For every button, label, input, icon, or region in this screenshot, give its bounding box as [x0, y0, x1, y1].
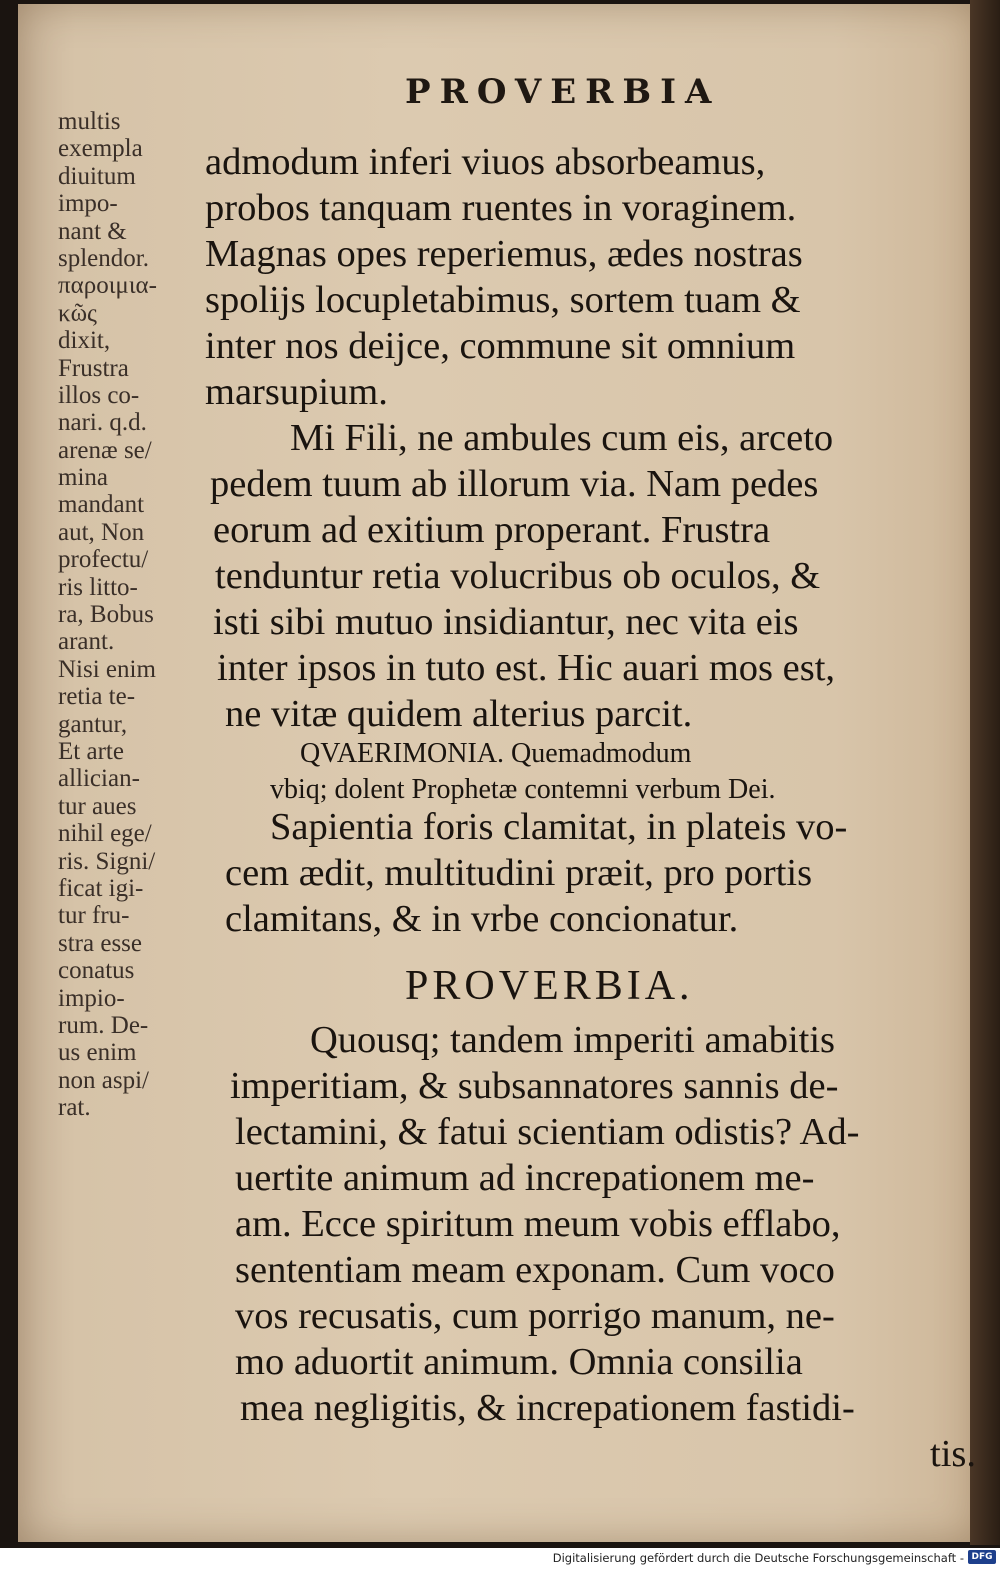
margin-note-line: profectu/	[58, 546, 149, 574]
text-line: pedem tuum ab illorum via. Nam pedes	[210, 463, 819, 505]
margin-note-line: impio-	[58, 984, 125, 1012]
text-line: mo aduortit animum. Omnia consilia	[235, 1341, 803, 1383]
margin-notes	[58, 108, 218, 1121]
margin-note-line: tur fru-	[58, 902, 130, 930]
margin-note-line: exempla	[58, 135, 143, 163]
text-line: am. Ecce spiritum meum vobis efflabo,	[235, 1203, 841, 1245]
text-line: inter nos deijce, commune sit omnium	[205, 325, 796, 367]
margin-note-line: tur aues	[58, 792, 137, 820]
text-line: clamitans, & in vrbe concionatur.	[225, 898, 739, 940]
margin-note-line: aut, Non	[58, 518, 145, 546]
text-line: probos tanquam ruentes in voraginem.	[205, 187, 797, 229]
margin-note-line: rum. De-	[58, 1011, 149, 1039]
text-line: QVAERIMONIA. Quemadmodum	[300, 738, 692, 769]
text-line: tis.	[930, 1433, 977, 1475]
text-line: spolijs locupletabimus, sortem tuam &	[205, 279, 801, 321]
text-line: eorum ad exitium properant. Frustra	[213, 509, 771, 551]
margin-note-line: ficat igi-	[58, 874, 144, 902]
text-line: lectamini, & fatui scientiam odistis? Ad-	[235, 1111, 860, 1153]
text-line: tenduntur retia volucribus ob oculos, &	[215, 555, 821, 597]
margin-note-line: conatus	[58, 957, 135, 985]
text-line: uertite animum ad increpationem me-	[235, 1157, 815, 1199]
page-edge	[970, 0, 1000, 1545]
margin-note-line: ra, Bobus	[58, 601, 154, 629]
text-line: mea negligitis, & increpationem fastidi-	[240, 1387, 855, 1429]
text-line: imperitiam, & subsannatores sannis de-	[230, 1065, 839, 1107]
margin-note-line: Et arte	[58, 737, 124, 765]
margin-note-line: mina	[58, 464, 108, 492]
footer-credit: Digitalisierung gefördert durch die Deutsche Forschungsgemeinschaft -	[552, 1551, 964, 1565]
section-title: PROVERBIA.	[405, 963, 694, 1009]
margin-note-line: arant.	[58, 628, 115, 656]
dfg-logo: DFG	[968, 1550, 996, 1564]
text-line: vos recusatis, cum porrigo manum, ne-	[235, 1295, 835, 1337]
margin-note-line: stra esse	[58, 929, 142, 957]
text-line: vbiq; dolent Prophetæ contemni verbum Dei.	[270, 774, 776, 805]
running-head: PROVERBIA	[405, 72, 721, 112]
text-line: admodum inferi viuos absorbeamus,	[205, 141, 766, 183]
margin-note-line: splendor.	[58, 244, 149, 272]
text-line: ne vitæ quidem alterius parcit.	[225, 693, 693, 735]
margin-note-line: nihil ege/	[58, 820, 152, 848]
margin-note-line: impo-	[58, 190, 118, 218]
margin-note-line: Nisi enim	[58, 655, 156, 683]
text-line: isti sibi mutuo insidiantur, nec vita eis	[213, 601, 799, 643]
text-line: inter ipsos in tuto est. Hic auari mos est,	[217, 647, 836, 689]
text-line: Mi Fili, ne ambules cum eis, arceto	[290, 417, 834, 459]
text-line: Magnas opes reperiemus, ædes nostras	[205, 233, 803, 275]
margin-note-line: arenæ se/	[58, 436, 152, 464]
margin-note-line: allician-	[58, 765, 140, 793]
margin-note-line: non aspi/	[58, 1066, 149, 1094]
margin-note-line: dixit,	[58, 327, 111, 355]
margin-note-line: diuitum	[58, 162, 136, 190]
margin-note-line: us enim	[58, 1039, 137, 1067]
text-line: cem ædit, multitudini præit, pro portis	[225, 852, 813, 894]
margin-note-line: παροιμια-	[58, 272, 157, 300]
margin-note-line: κῶς	[58, 299, 97, 327]
margin-note-line: nant &	[58, 217, 127, 245]
margin-note-line: multis	[58, 108, 121, 135]
margin-note-line: nari. q.d.	[58, 409, 147, 437]
text-line: sententiam meam exponam. Cum voco	[235, 1249, 835, 1291]
text-line: marsupium.	[205, 371, 388, 413]
margin-note-line: retia te-	[58, 683, 136, 711]
margin-note-line: illos co-	[58, 381, 140, 409]
text-line: Quousq; tandem imperiti amabitis	[310, 1019, 836, 1061]
margin-note-line: Frustra	[58, 354, 129, 382]
text-line: Sapientia foris clamitat, in plateis vo-	[270, 806, 848, 848]
margin-note-line: mandant	[58, 491, 145, 519]
margin-note-line: rat.	[58, 1094, 91, 1122]
margin-note-line: ris litto-	[58, 573, 138, 601]
margin-note-line: gantur,	[58, 710, 128, 738]
margin-note-line: ris. Signi/	[58, 847, 156, 875]
